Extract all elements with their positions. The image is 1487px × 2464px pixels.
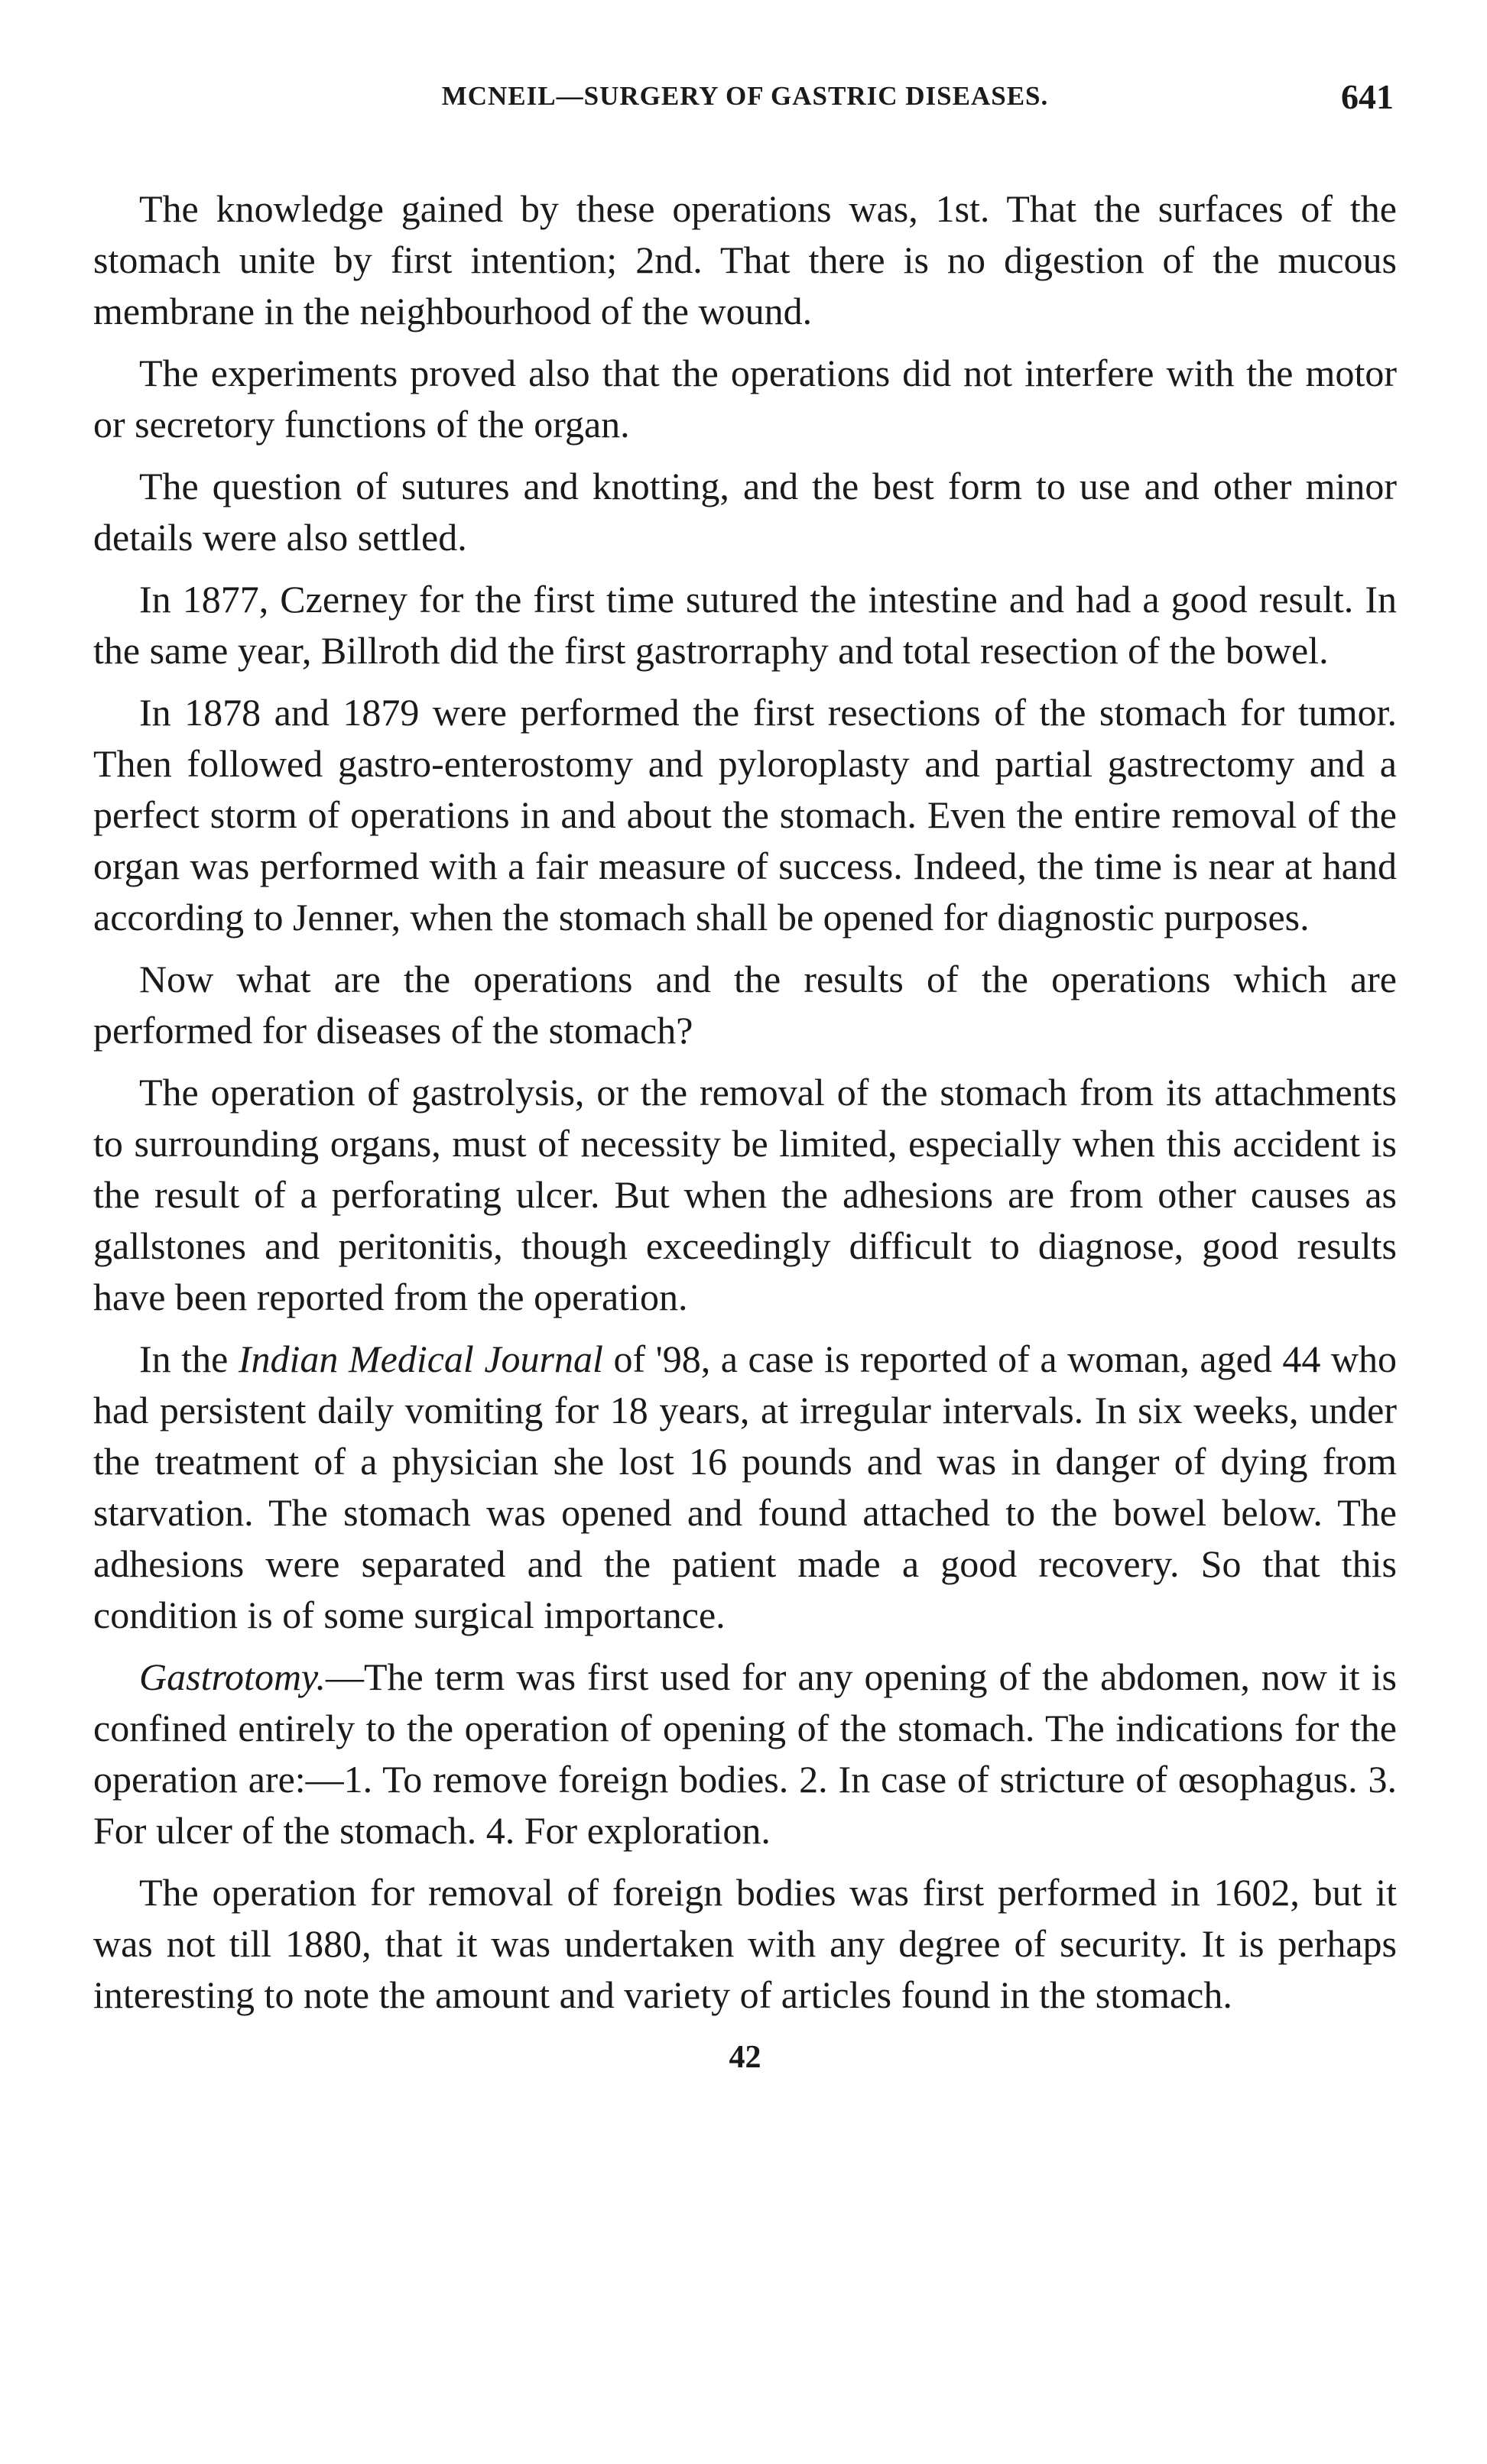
paragraph-3: The question of sutures and knotting, and the best form to use and other minor details were also settled. — [93, 465, 1397, 559]
paragraph-8-rest: of '98, a case is reported of a woman, aged 44 who had persistent daily vomiting for 18 years, at irregular intervals. In six weeks, under the treatment of a physician she lost 16 pounds and was in danger of dying from starvation. The stomach was opened and found attached to the bowel below. The adhesions were separated and the patient made a good recovery. So that this condition is of some surgical importance. — [93, 1337, 1398, 1636]
section-heading-gastrotomy: Gastrotomy. — [139, 1655, 326, 1698]
paragraph-10: The operation for removal of foreign bodies was first performed in 1602, but it was not till 1880, that it was undertaken with any degree of security. It is perhaps interesting to note the amount and variety of articles found in the stomach. — [93, 1871, 1397, 2016]
document-page — [93, 76, 1397, 2076]
paragraph-2: The experiments proved also that the operations did not interfere with the motor or secretory functions of the organ. — [93, 352, 1397, 446]
signature-mark: 42 — [729, 2040, 761, 2075]
running-title: MCNEIL—SURGERY OF GASTRIC DISEASES. — [441, 81, 1049, 111]
page-number: 641 — [1341, 77, 1394, 116]
page-header — [93, 76, 1397, 138]
paragraph-5: In 1878 and 1879 were performed the first resections of the stomach for tumor. Then followed gastro-enterostomy and pyloroplasty and partial gastrectomy and a perfect storm of operations in and about the stomach. Even the entire removal of the organ was performed with a fair measure of success. Indeed, the time is near at hand according to Jenner, when the stomach shall be opened for diagnostic purposes. — [93, 691, 1397, 939]
paragraph-1: The knowledge gained by these operations was, 1st. That the surfaces of the stomach unite by first intention; 2nd. That there is no digestion of the mucous membrane in the neighbourhood of the wound. — [93, 187, 1397, 332]
paragraph-6: Now what are the operations and the results of the operations which are performed for diseases of the stomach? — [93, 958, 1397, 1052]
paragraph-9 — [93, 1652, 1397, 1856]
journal-title: Indian Medical Journal — [238, 1337, 603, 1380]
paragraph-4: In 1877, Czerney for the first time sutured the intestine and had a good result. In the same year, Billroth did the first gastrorraphy and total resection of the bowel. — [93, 578, 1397, 672]
paragraph-8 — [93, 1334, 1397, 1641]
paragraph-8-lead: In the — [139, 1337, 239, 1380]
body-text — [93, 183, 1397, 2021]
paragraph-9-rest: —The term was first used for any opening of the abdomen, now it is confined entirely to the operation of opening of the stomach. The indications for the operation are:—1. To remove foreign bodies. 2. In case of stricture of œsophagus. 3. For ulcer of the stomach. 4. For exploration. — [93, 1655, 1397, 1852]
paragraph-7: The operation of gastrolysis, or the removal of the stomach from its attachments to surrounding organs, must of necessity be limited, especially when this accident is the result of a perforating ulcer. But when the adhesions are from other causes as gallstones and peritonitis, though exceedingly difficult to diagnose, good results have been reported from the operation. — [93, 1071, 1397, 1318]
